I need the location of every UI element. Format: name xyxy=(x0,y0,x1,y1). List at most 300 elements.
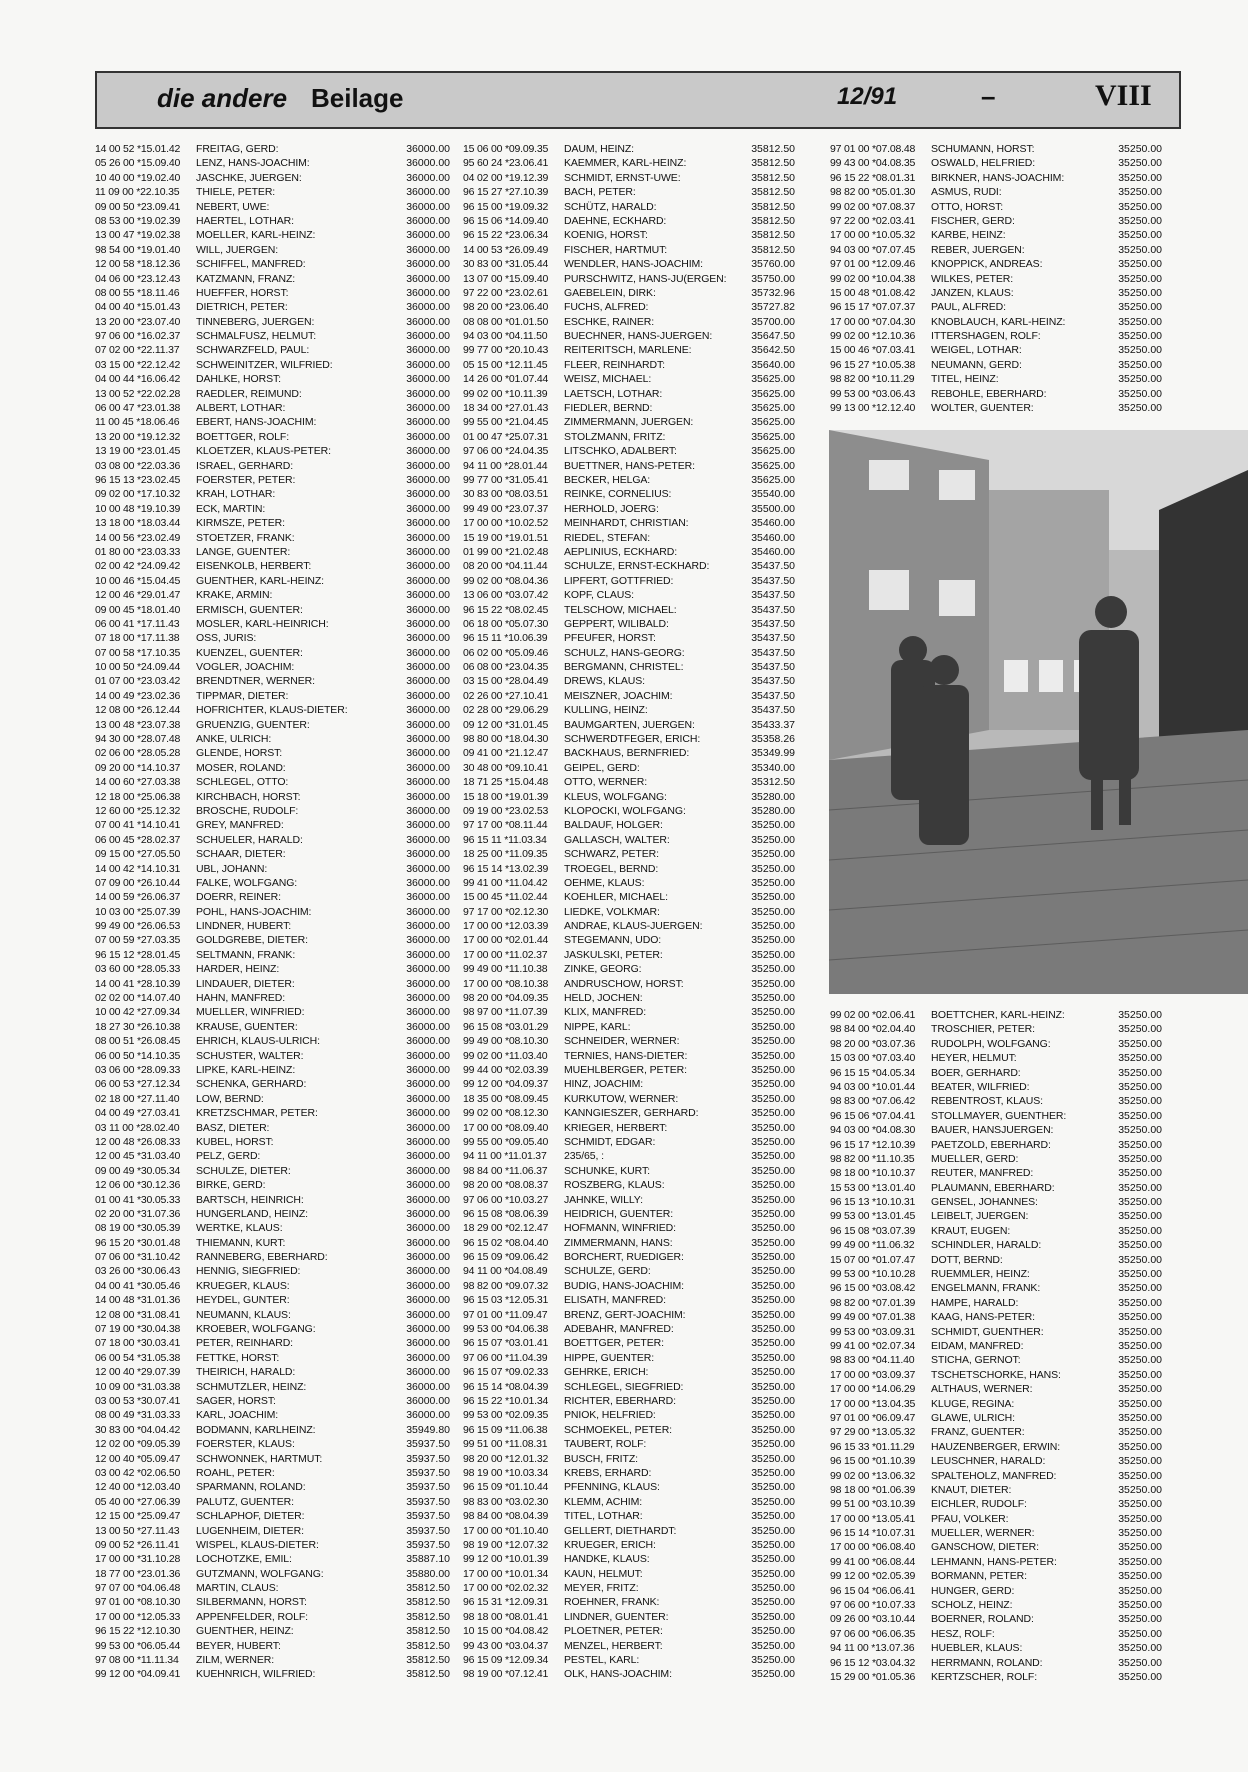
entry-amount: 35250.00 xyxy=(1118,200,1162,213)
list-item xyxy=(463,415,795,429)
list-item xyxy=(463,862,795,876)
entry-code: 96 15 04 *06.06.41 xyxy=(830,1584,916,1597)
entry-amount: 35250.00 xyxy=(1118,1152,1162,1165)
entry-code: 04 00 44 *16.06.42 xyxy=(95,373,181,386)
entry-amount: 35250.00 xyxy=(1118,214,1162,227)
entry-name: PLAUMANN, EBERHARD: xyxy=(931,1181,1055,1194)
entry-name: HIPPE, GUENTER: xyxy=(564,1351,655,1364)
entry-amount: 36000.00 xyxy=(406,675,450,688)
entry-amount: 36000.00 xyxy=(406,704,450,717)
entry-code: 98 18 00 *01.06.39 xyxy=(830,1483,916,1496)
entry-code: 17 00 00 *12.03.39 xyxy=(463,920,549,933)
entry-amount: 36000.00 xyxy=(406,1380,450,1393)
entry-name: SAGER, HORST: xyxy=(196,1394,276,1407)
entry-name: GALLASCH, WALTER: xyxy=(564,833,670,846)
entry-amount: 35250.00 xyxy=(751,1121,795,1134)
entry-amount: 36000.00 xyxy=(406,661,450,674)
entry-code: 08 53 00 *19.02.39 xyxy=(95,214,181,227)
entry-code: 99 43 00 *03.04.37 xyxy=(463,1639,549,1652)
entry-amount: 36000.00 xyxy=(406,790,450,803)
list-item xyxy=(830,300,1162,314)
entry-amount: 35250.00 xyxy=(1118,1354,1162,1367)
list-item xyxy=(830,1584,1162,1598)
list-item xyxy=(463,732,795,746)
entry-amount: 35250.00 xyxy=(1118,1570,1162,1583)
entry-code: 12 00 45 *31.03.40 xyxy=(95,1150,181,1163)
entry-name: KRAUT, EUGEN: xyxy=(931,1224,1011,1237)
entry-amount: 36000.00 xyxy=(406,1351,450,1364)
list-item xyxy=(463,459,795,473)
list-item xyxy=(463,243,795,257)
entry-code: 11 09 00 *22.10.35 xyxy=(95,186,180,199)
entry-name: TROEGEL, BERND: xyxy=(564,862,659,875)
entry-name: SCHMIDT, GUENTHER: xyxy=(931,1325,1044,1338)
entry-name: PALUTZ, GUENTER: xyxy=(196,1495,294,1508)
entry-amount: 35250.00 xyxy=(751,1524,795,1537)
entry-name: LINDNER, GUENTER: xyxy=(564,1610,669,1623)
entry-name: WILL, JUERGEN: xyxy=(196,243,279,256)
entry-code: 99 49 00 *26.06.53 xyxy=(95,920,181,933)
entry-code: 14 00 52 *15.01.42 xyxy=(95,143,181,155)
list-item xyxy=(95,833,450,847)
list-item xyxy=(95,329,450,343)
entry-amount: 35250.00 xyxy=(751,1236,795,1249)
entry-amount: 35812.50 xyxy=(406,1582,450,1595)
entry-amount: 35625.00 xyxy=(751,402,795,415)
entry-code: 30 83 00 *04.04.42 xyxy=(95,1423,181,1436)
entry-name: SCHUNKE, KURT: xyxy=(564,1164,650,1177)
entry-code: 17 00 00 *14.06.29 xyxy=(830,1383,916,1396)
list-item xyxy=(463,1264,795,1278)
list-item xyxy=(830,1281,1162,1295)
entry-amount: 35250.00 xyxy=(1118,1296,1162,1309)
entry-name: VOGLER, JOACHIM: xyxy=(196,661,295,674)
entry-name: MEYER, FRITZ: xyxy=(564,1582,639,1595)
entry-code: 97 29 00 *13.05.32 xyxy=(830,1426,916,1439)
entry-code: 12 00 40 *29.07.39 xyxy=(95,1366,181,1379)
entry-amount: 35250.00 xyxy=(751,1409,795,1422)
list-item xyxy=(95,804,450,818)
entry-name: FISCHER, GERD: xyxy=(931,214,1015,227)
list-item xyxy=(830,1569,1162,1583)
entry-name: TITEL, HEINZ: xyxy=(931,373,999,386)
entry-name: KNOBLAUCH, KARL-HEINZ: xyxy=(931,315,1066,328)
entry-name: KNAUT, DIETER: xyxy=(931,1483,1012,1496)
entry-code: 15 07 00 *01.07.47 xyxy=(830,1253,916,1266)
list-item xyxy=(830,1397,1162,1411)
list-item xyxy=(830,1123,1162,1137)
photo-illustration xyxy=(829,430,1248,994)
entry-name: SCHWERDTFEGER, ERICH: xyxy=(564,733,701,746)
list-item xyxy=(95,746,450,760)
entry-amount: 35250.00 xyxy=(1118,1397,1162,1410)
entry-name: SCHNEIDER, WERNER: xyxy=(564,1035,680,1048)
entry-amount: 35349.99 xyxy=(751,747,795,760)
entry-name: JAHNKE, WILLY: xyxy=(564,1193,643,1206)
entry-code: 94 03 00 *04.08.30 xyxy=(830,1124,916,1137)
entry-code: 07 06 00 *31.10.42 xyxy=(95,1251,181,1264)
entry-code: 97 06 00 *11.04.39 xyxy=(463,1351,548,1364)
entry-amount: 35250.00 xyxy=(1118,1181,1162,1194)
entry-code: 14 00 53 *26.09.49 xyxy=(463,243,549,256)
entry-name: SPALTEHOLZ, MANFRED: xyxy=(931,1469,1057,1482)
list-item xyxy=(95,1480,450,1494)
entry-name: SCHUELER, HARALD: xyxy=(196,833,303,846)
entry-amount: 35250.00 xyxy=(751,948,795,961)
list-item xyxy=(463,617,795,631)
entry-name: BOETTGER, ROLF: xyxy=(196,430,290,443)
entry-name: KARL, JOACHIM: xyxy=(196,1409,279,1422)
entry-name: ECK, MARTIN: xyxy=(196,502,266,515)
entry-amount: 35812.50 xyxy=(406,1625,450,1638)
entry-amount: 36000.00 xyxy=(406,761,450,774)
list-item xyxy=(95,372,450,386)
entry-name: KANNGIESZER, GERHARD: xyxy=(564,1107,699,1120)
list-item xyxy=(95,531,450,545)
list-item xyxy=(463,1164,795,1178)
list-item xyxy=(95,415,450,429)
list-item xyxy=(463,1538,795,1552)
entry-name: PETER, REINHARD: xyxy=(196,1337,293,1350)
entry-code: 99 53 00 *03.09.31 xyxy=(830,1325,916,1338)
list-item xyxy=(95,977,450,991)
entry-amount: 35250.00 xyxy=(1118,1009,1162,1021)
entry-amount: 35460.00 xyxy=(751,545,795,558)
entry-name: OLK, HANS-JOACHIM: xyxy=(564,1668,672,1681)
entry-amount: 36000.00 xyxy=(406,804,450,817)
entry-code: 96 15 07 *09.02.33 xyxy=(463,1366,549,1379)
list-item xyxy=(830,142,1162,156)
entry-amount: 35250.00 xyxy=(751,1150,795,1163)
entry-code: 03 26 00 *30.06.43 xyxy=(95,1265,181,1278)
entry-code: 01 00 41 *30.05.33 xyxy=(95,1193,181,1206)
entry-name: ZILM, WERNER: xyxy=(196,1654,275,1667)
entry-name: SCHAAR, DIETER: xyxy=(196,848,286,861)
entry-amount: 36000.00 xyxy=(406,1366,450,1379)
entry-code: 98 84 00 *08.04.39 xyxy=(463,1510,549,1523)
entry-amount: 36000.00 xyxy=(406,1409,450,1422)
entry-amount: 35625.00 xyxy=(751,430,795,443)
entry-amount: 35437.50 xyxy=(751,646,795,659)
list-item xyxy=(463,1480,795,1494)
entry-code: 10 15 00 *04.08.42 xyxy=(463,1625,549,1638)
list-item xyxy=(463,890,795,904)
entry-amount: 36000.00 xyxy=(406,1092,450,1105)
entry-name: LINDNER, HUBERT: xyxy=(196,920,292,933)
entry-amount: 35250.00 xyxy=(751,920,795,933)
entry-name: WERTKE, KLAUS: xyxy=(196,1222,283,1235)
entry-name: DAUM, HEINZ: xyxy=(564,143,634,155)
entry-amount: 36000.00 xyxy=(406,1179,450,1192)
list-item xyxy=(830,1166,1162,1180)
entry-amount: 36000.00 xyxy=(406,1121,450,1134)
entry-code: 99 02 00 *02.06.41 xyxy=(830,1009,916,1021)
entry-amount: 35437.50 xyxy=(751,603,795,616)
entry-code: 17 00 00 *10.02.52 xyxy=(463,517,549,530)
entry-code: 96 15 08 *08.06.39 xyxy=(463,1207,549,1220)
entry-code: 99 77 00 *20.10.43 xyxy=(463,344,549,357)
entry-name: EIDAM, MANFRED: xyxy=(931,1339,1024,1352)
list-item xyxy=(830,1195,1162,1209)
entry-code: 96 15 17 *12.10.39 xyxy=(830,1138,916,1151)
list-item xyxy=(463,948,795,962)
entry-code: 99 41 00 *02.07.34 xyxy=(830,1339,916,1352)
list-column-2 xyxy=(463,142,795,1682)
entry-amount: 36000.00 xyxy=(406,848,450,861)
list-item xyxy=(830,1325,1162,1339)
entry-amount: 35812.50 xyxy=(751,200,795,213)
list-item xyxy=(95,962,450,976)
list-item xyxy=(95,1567,450,1581)
entry-code: 99 53 00 *06.05.44 xyxy=(95,1639,181,1652)
entry-amount: 36000.00 xyxy=(406,920,450,933)
entry-amount: 35250.00 xyxy=(1118,171,1162,184)
entry-code: 99 51 00 *11.08.31 xyxy=(463,1438,548,1451)
list-item xyxy=(95,516,450,530)
entry-code: 09 00 50 *23.09.41 xyxy=(95,200,181,213)
entry-amount: 36000.00 xyxy=(406,200,450,213)
entry-code: 96 15 11 *11.03.34 xyxy=(463,833,547,846)
list-item xyxy=(95,631,450,645)
list-item xyxy=(95,890,450,904)
entry-name: GUTZMANN, WOLFGANG: xyxy=(196,1567,324,1580)
entry-name: BOETTGER, PETER: xyxy=(564,1337,664,1350)
entry-code: 98 19 00 *07.12.41 xyxy=(463,1668,549,1681)
entry-name: SCHMALFUSZ, HELMUT: xyxy=(196,330,317,343)
entry-amount: 36000.00 xyxy=(406,891,450,904)
list-item xyxy=(95,502,450,516)
list-item xyxy=(830,228,1162,242)
list-item xyxy=(830,401,1162,415)
entry-name: FRANZ, GUENTER: xyxy=(931,1426,1025,1439)
entry-name: LANGE, GUENTER: xyxy=(196,545,291,558)
entry-name: GLAWE, ULRICH: xyxy=(931,1411,1015,1424)
entry-code: 99 02 00 *08.12.30 xyxy=(463,1107,549,1120)
entry-amount: 35250.00 xyxy=(1118,1613,1162,1626)
entry-name: POHL, HANS-JOACHIM: xyxy=(196,905,312,918)
list-item xyxy=(463,962,795,976)
entry-code: 99 12 00 *10.01.39 xyxy=(463,1553,549,1566)
entry-name: BORCHERT, RUEDIGER: xyxy=(564,1251,684,1264)
entry-amount: 35250.00 xyxy=(1118,258,1162,271)
entry-code: 97 06 00 *10.03.27 xyxy=(463,1193,549,1206)
entry-code: 18 29 00 *02.12.47 xyxy=(463,1222,549,1235)
entry-amount: 35647.50 xyxy=(751,330,795,343)
list-item xyxy=(463,200,795,214)
entry-amount: 36000.00 xyxy=(406,373,450,386)
list-item xyxy=(95,603,450,617)
entry-amount: 36000.00 xyxy=(406,1049,450,1062)
list-item xyxy=(830,1670,1162,1684)
entry-code: 96 15 14 *13.02.39 xyxy=(463,862,549,875)
entry-amount: 35250.00 xyxy=(1118,1325,1162,1338)
list-item xyxy=(95,1308,450,1322)
entry-code: 13 00 47 *19.02.38 xyxy=(95,229,181,242)
entry-code: 02 02 00 *14.07.40 xyxy=(95,992,181,1005)
entry-name: KATZMANN, FRANZ: xyxy=(196,272,296,285)
entry-name: TAUBERT, ROLF: xyxy=(564,1438,647,1451)
entry-name: HAUZENBERGER, ERWIN: xyxy=(931,1440,1061,1453)
entry-name: GEIPEL, GERD: xyxy=(564,761,640,774)
list-item xyxy=(95,444,450,458)
entry-code: 96 15 13 *23.02.45 xyxy=(95,473,181,486)
list-item xyxy=(830,1627,1162,1641)
list-item xyxy=(463,660,795,674)
entry-amount: 35250.00 xyxy=(751,848,795,861)
entry-code: 14 00 59 *26.06.37 xyxy=(95,891,181,904)
entry-name: BUSCH, FRITZ: xyxy=(564,1452,638,1465)
list-item xyxy=(463,847,795,861)
entry-name: GREY, MANFRED: xyxy=(196,819,284,832)
list-item xyxy=(95,1394,450,1408)
entry-name: ZIMMERMANN, HANS: xyxy=(564,1236,673,1249)
list-item xyxy=(95,142,450,156)
entry-amount: 36000.00 xyxy=(406,977,450,990)
entry-amount: 36000.00 xyxy=(406,689,450,702)
entry-code: 98 19 00 *10.03.34 xyxy=(463,1466,549,1479)
list-column-4 xyxy=(830,1008,1162,1684)
entry-amount: 35625.00 xyxy=(751,387,795,400)
list-item xyxy=(95,1049,450,1063)
list-item xyxy=(95,732,450,746)
list-item xyxy=(463,1452,795,1466)
entry-amount: 36000.00 xyxy=(406,632,450,645)
entry-name: NEUMANN, GERD: xyxy=(931,358,1022,371)
list-item xyxy=(463,991,795,1005)
entry-name: KRIEGER, HERBERT: xyxy=(564,1121,668,1134)
entry-code: 06 00 54 *31.05.38 xyxy=(95,1351,181,1364)
list-item xyxy=(463,531,795,545)
entry-amount: 35250.00 xyxy=(751,934,795,947)
entry-code: 99 49 00 *23.07.37 xyxy=(463,502,549,515)
entry-amount: 36000.00 xyxy=(406,301,450,314)
entry-name: THEIRICH, HARALD: xyxy=(196,1366,296,1379)
entry-name: TITEL, LOTHAR: xyxy=(564,1510,643,1523)
entry-code: 08 19 00 *30.05.39 xyxy=(95,1222,181,1235)
entry-amount: 36000.00 xyxy=(406,905,450,918)
entry-amount: 35250.00 xyxy=(1118,1498,1162,1511)
entry-code: 15 29 00 *01.05.36 xyxy=(830,1670,916,1683)
entry-name: KAUN, HELMUT: xyxy=(564,1567,643,1580)
entry-code: 99 02 00 *10.11.39 xyxy=(463,387,548,400)
list-item xyxy=(95,1092,450,1106)
entry-name: PFAU, VOLKER: xyxy=(931,1512,1009,1525)
entry-amount: 36000.00 xyxy=(406,992,450,1005)
entry-name: KRUEGER, KLAUS: xyxy=(196,1279,290,1292)
entry-amount: 35437.50 xyxy=(751,617,795,630)
list-item xyxy=(95,243,450,257)
entry-code: 06 08 00 *23.04.35 xyxy=(463,661,549,674)
entry-amount: 36000.00 xyxy=(406,258,450,271)
list-item xyxy=(95,286,450,300)
entry-name: PFENNING, KLAUS: xyxy=(564,1481,660,1494)
list-item xyxy=(830,329,1162,343)
entry-amount: 35250.00 xyxy=(1118,1253,1162,1266)
entry-code: 01 99 00 *21.02.48 xyxy=(463,545,549,558)
entry-name: KUBEL, HORST: xyxy=(196,1135,274,1148)
entry-code: 96 15 09 *01.10.44 xyxy=(463,1481,549,1494)
entry-name: REUTER, MANFRED: xyxy=(931,1167,1034,1180)
entry-code: 12 40 00 *12.03.40 xyxy=(95,1481,181,1494)
entry-name: LEUSCHNER, HARALD: xyxy=(931,1455,1046,1468)
entry-code: 30 83 00 *31.05.44 xyxy=(463,258,549,271)
entry-code: 99 02 00 *07.08.37 xyxy=(830,200,916,213)
entry-amount: 35812.50 xyxy=(406,1654,450,1667)
entry-name: ALBERT, LOTHAR: xyxy=(196,402,286,415)
entry-amount: 35280.00 xyxy=(751,790,795,803)
entry-amount: 35250.00 xyxy=(1118,143,1162,155)
list-item xyxy=(95,919,450,933)
entry-amount: 35460.00 xyxy=(751,517,795,530)
entry-amount: 35437.50 xyxy=(751,661,795,674)
entry-name: OSWALD, HELFRIED: xyxy=(931,157,1036,170)
entry-name: THIEMANN, KURT: xyxy=(196,1236,286,1249)
list-item xyxy=(95,588,450,602)
entry-amount: 36000.00 xyxy=(406,488,450,501)
entry-code: 05 40 00 *27.06.39 xyxy=(95,1495,181,1508)
entry-name: EHRICH, KLAUS-ULRICH: xyxy=(196,1035,320,1048)
entry-amount: 35250.00 xyxy=(751,977,795,990)
entry-code: 96 15 12 *28.01.45 xyxy=(95,948,181,961)
entry-name: BORMANN, PETER: xyxy=(931,1570,1027,1583)
entry-amount: 35625.00 xyxy=(751,473,795,486)
entry-code: 15 00 48 *01.08.42 xyxy=(830,286,916,299)
entry-amount: 35250.00 xyxy=(1118,1599,1162,1612)
entry-name: GAEBELEIN, DIRK: xyxy=(564,286,656,299)
entry-name: KLOETZER, KLAUS-PETER: xyxy=(196,445,331,458)
list-item xyxy=(95,1106,450,1120)
list-item xyxy=(95,646,450,660)
entry-code: 10 09 00 *31.03.38 xyxy=(95,1380,181,1393)
entry-name: ASMUS, RUDI: xyxy=(931,186,1002,199)
list-item xyxy=(830,286,1162,300)
entry-amount: 35937.50 xyxy=(406,1438,450,1451)
entry-code: 08 08 00 *01.01.50 xyxy=(463,315,549,328)
list-item xyxy=(830,156,1162,170)
entry-amount: 35250.00 xyxy=(751,1394,795,1407)
entry-code: 03 15 00 *28.04.49 xyxy=(463,675,549,688)
entry-name: SCHENKA, GERHARD: xyxy=(196,1078,307,1091)
list-item xyxy=(463,833,795,847)
entry-amount: 36000.00 xyxy=(406,934,450,947)
entry-name: RICHTER, EBERHARD: xyxy=(564,1394,676,1407)
entry-code: 09 12 00 *31.01.45 xyxy=(463,718,549,731)
entry-amount: 35250.00 xyxy=(1118,1512,1162,1525)
entry-name: SILBERMANN, HORST: xyxy=(196,1596,307,1609)
list-item xyxy=(95,545,450,559)
list-item xyxy=(830,272,1162,286)
entry-amount: 35250.00 xyxy=(751,1466,795,1479)
photo-soldiers xyxy=(829,430,1248,994)
entry-code: 03 00 42 *02.06.50 xyxy=(95,1466,181,1479)
entry-code: 01 80 00 *23.03.33 xyxy=(95,545,181,558)
list-item xyxy=(95,1538,450,1552)
list-item xyxy=(95,1408,450,1422)
entry-amount: 35312.50 xyxy=(751,776,795,789)
entry-code: 04 00 41 *30.05.46 xyxy=(95,1279,181,1292)
list-item xyxy=(463,1193,795,1207)
entry-code: 96 15 14 *10.07.31 xyxy=(830,1527,916,1540)
entry-code: 98 82 00 *11.10.35 xyxy=(830,1152,915,1165)
page-number: VIII xyxy=(1095,79,1152,112)
entry-name: STICHA, GERNOT: xyxy=(931,1354,1021,1367)
list-item xyxy=(830,1138,1162,1152)
entry-name: LOCHOTZKE, EMIL: xyxy=(196,1553,292,1566)
entry-code: 97 01 00 *11.09.47 xyxy=(463,1308,548,1321)
entry-name: KLOPOCKI, WOLFGANG: xyxy=(564,804,686,817)
entry-code: 97 01 00 *12.09.46 xyxy=(830,258,916,271)
entry-name: PAUL, ALFRED: xyxy=(931,301,1006,314)
